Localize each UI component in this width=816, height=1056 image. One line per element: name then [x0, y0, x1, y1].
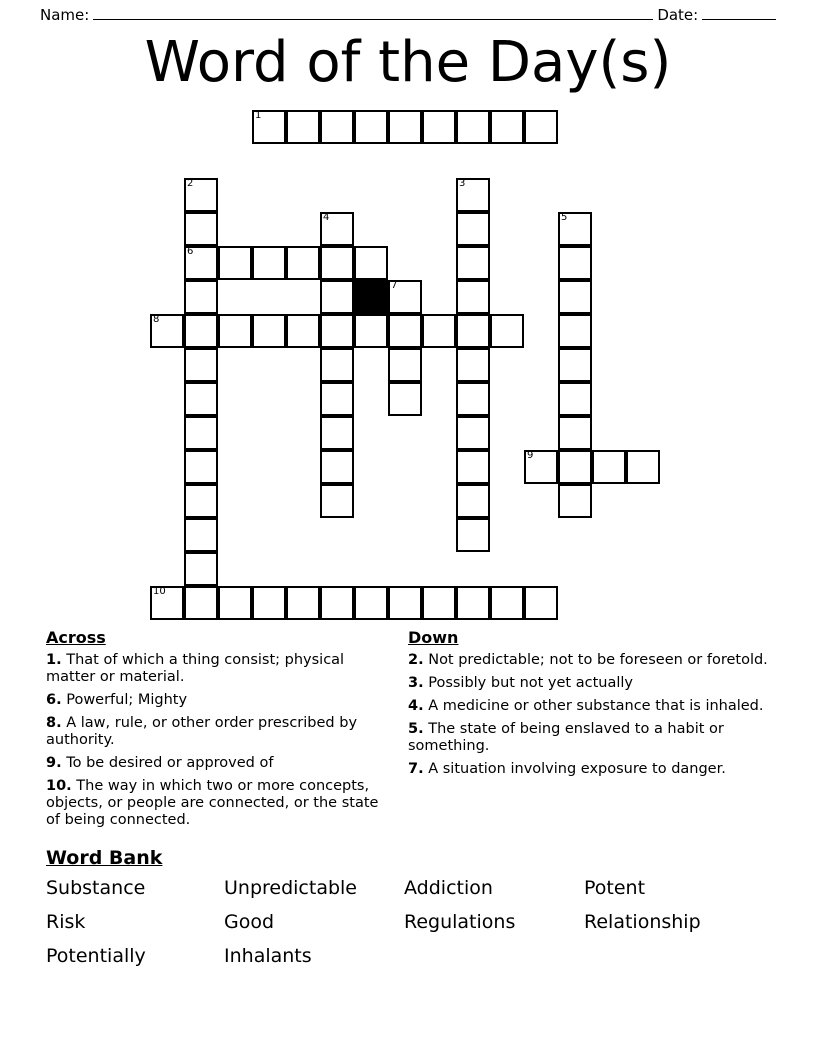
grid-cell[interactable]	[490, 586, 524, 620]
grid-cell[interactable]	[388, 382, 422, 416]
down-clue-2	[408, 652, 770, 669]
cell-number: 10	[153, 586, 166, 597]
grid-cell[interactable]	[184, 518, 218, 552]
word-bank-word: Regulations	[404, 911, 516, 933]
grid-cell[interactable]	[354, 314, 388, 348]
down-clues-column	[408, 628, 770, 835]
grid-cell[interactable]	[558, 280, 592, 314]
cell-number: 9	[527, 450, 534, 461]
grid-cell[interactable]	[184, 348, 218, 382]
word-bank-word: Inhalants	[224, 945, 312, 967]
grid-cell[interactable]	[456, 450, 490, 484]
cell-number: 5	[561, 212, 568, 223]
grid-cell[interactable]	[456, 518, 490, 552]
clues-section	[46, 628, 770, 835]
grid-cell[interactable]	[558, 484, 592, 518]
cell-number: 4	[323, 212, 330, 223]
clue-number: 10.	[46, 778, 72, 794]
grid-cell[interactable]	[354, 110, 388, 144]
grid-cell[interactable]	[422, 586, 456, 620]
grid-cell[interactable]	[456, 246, 490, 280]
grid-cell[interactable]	[184, 552, 218, 586]
grid-cell[interactable]	[524, 450, 558, 484]
clue-number: 6.	[46, 692, 62, 708]
cell-number: 2	[187, 178, 194, 189]
grid-cell[interactable]	[184, 246, 218, 280]
grid-cell[interactable]	[388, 280, 422, 314]
down-clue-4	[408, 698, 770, 715]
cell-number: 1	[255, 110, 262, 121]
grid-cell[interactable]	[354, 246, 388, 280]
down-clue-3	[408, 675, 770, 692]
clue-number: 3.	[408, 675, 424, 691]
word-bank-word: Substance	[46, 877, 146, 899]
grid-cell[interactable]	[184, 484, 218, 518]
clue-text: Not predictable; not to be foreseen or foretold.	[423, 652, 768, 668]
grid-cell[interactable]	[524, 110, 558, 144]
grid-cell[interactable]	[184, 416, 218, 450]
grid-cell[interactable]	[150, 586, 184, 620]
clue-number: 8.	[46, 715, 62, 731]
across-clue-8	[46, 715, 388, 749]
grid-cell[interactable]	[218, 246, 252, 280]
clue-text: To be desired or approved of	[61, 755, 274, 771]
word-bank-word: Good	[224, 911, 275, 933]
word-bank-word: Unpredictable	[224, 877, 357, 899]
clue-text: A medicine or other substance that is inhaled.	[423, 698, 764, 714]
grid-cell[interactable]	[388, 586, 422, 620]
grid-cell[interactable]	[184, 314, 218, 348]
cell-number: 3	[459, 178, 466, 189]
down-clue-5	[408, 721, 770, 755]
grid-cell[interactable]	[184, 382, 218, 416]
page-title: Word of the Day(s)	[144, 30, 672, 95]
grid-cell[interactable]	[558, 450, 592, 484]
across-clue-list	[46, 652, 388, 829]
grid-cell[interactable]	[422, 314, 456, 348]
grid-cell[interactable]	[558, 348, 592, 382]
across-clue-6	[46, 692, 388, 709]
grid-cell[interactable]	[184, 178, 218, 212]
grid-cell[interactable]	[456, 280, 490, 314]
word-bank-list	[46, 874, 770, 971]
clue-text: That of which a thing consist; physical matter or material.	[46, 652, 345, 685]
name-label: Name:	[40, 6, 90, 24]
grid-cell[interactable]	[456, 314, 490, 348]
word-bank-word: Addiction	[404, 877, 493, 899]
clue-text: Possibly but not yet actually	[423, 675, 633, 691]
grid-cell[interactable]	[218, 314, 252, 348]
cell-number: 8	[153, 314, 160, 325]
grid-cell[interactable]	[184, 450, 218, 484]
grid-cell[interactable]	[490, 314, 524, 348]
grid-cell[interactable]	[286, 110, 320, 144]
grid-cell[interactable]	[184, 212, 218, 246]
word-bank-heading: Word Bank	[46, 847, 163, 869]
grid-cell[interactable]	[456, 484, 490, 518]
clue-text: The state of being enslaved to a habit or something.	[408, 721, 724, 754]
word-bank-word: Risk	[46, 911, 86, 933]
grid-cell[interactable]	[422, 110, 456, 144]
grid-block-cell	[354, 280, 388, 314]
grid-cell[interactable]	[184, 280, 218, 314]
across-clue-1	[46, 652, 388, 686]
grid-cell[interactable]	[558, 314, 592, 348]
grid-cell[interactable]	[456, 416, 490, 450]
grid-cell[interactable]	[354, 586, 388, 620]
down-heading: Down	[408, 628, 459, 647]
grid-cell[interactable]	[558, 246, 592, 280]
grid-cell[interactable]	[320, 212, 354, 246]
grid-cell[interactable]	[626, 450, 660, 484]
grid-cell[interactable]	[320, 484, 354, 518]
grid-cell[interactable]	[456, 382, 490, 416]
grid-cell[interactable]	[456, 178, 490, 212]
clue-number: 1.	[46, 652, 62, 668]
clue-number: 2.	[408, 652, 424, 668]
grid-cell[interactable]	[320, 246, 354, 280]
clue-number: 5.	[408, 721, 424, 737]
grid-cell[interactable]	[388, 314, 422, 348]
grid-cell[interactable]	[218, 586, 252, 620]
grid-cell[interactable]	[252, 314, 286, 348]
grid-cell[interactable]	[184, 586, 218, 620]
clue-text: A situation involving exposure to danger.	[423, 761, 726, 777]
across-heading: Across	[46, 628, 106, 647]
grid-cell[interactable]	[320, 348, 354, 382]
grid-cell[interactable]	[286, 314, 320, 348]
grid-cell[interactable]	[252, 586, 286, 620]
grid-cell[interactable]	[286, 246, 320, 280]
grid-cell[interactable]	[320, 586, 354, 620]
clue-text: Powerful; Mighty	[61, 692, 188, 708]
grid-cell[interactable]	[320, 416, 354, 450]
down-clue-7	[408, 761, 770, 778]
grid-cell[interactable]	[558, 212, 592, 246]
grid-cell[interactable]	[592, 450, 626, 484]
cell-number: 6	[187, 246, 194, 257]
clue-number: 9.	[46, 755, 62, 771]
grid-cell[interactable]	[456, 348, 490, 382]
grid-cell[interactable]	[524, 586, 558, 620]
grid-cell[interactable]	[150, 314, 184, 348]
clue-text: A law, rule, or other order prescribed by authority.	[46, 715, 358, 748]
grid-cell[interactable]	[388, 110, 422, 144]
grid-cell[interactable]	[456, 110, 490, 144]
grid-cell[interactable]	[558, 382, 592, 416]
word-bank-section	[46, 846, 770, 971]
grid-cell[interactable]	[252, 110, 286, 144]
cell-number: 7	[391, 280, 398, 291]
word-bank-word: Relationship	[584, 911, 701, 933]
down-clue-list	[408, 652, 770, 778]
word-bank-word: Potent	[584, 877, 646, 899]
grid-cell[interactable]	[320, 110, 354, 144]
grid-cell[interactable]	[388, 348, 422, 382]
grid-cell[interactable]	[320, 314, 354, 348]
grid-cell[interactable]	[252, 246, 286, 280]
grid-cell[interactable]	[456, 586, 490, 620]
date-label: Date:	[657, 6, 699, 24]
clue-number: 4.	[408, 698, 424, 714]
grid-cell[interactable]	[320, 382, 354, 416]
across-clues-column	[46, 628, 408, 835]
grid-cell[interactable]	[286, 586, 320, 620]
grid-cell[interactable]	[320, 450, 354, 484]
word-bank-word: Potentially	[46, 945, 146, 967]
grid-cell[interactable]	[456, 212, 490, 246]
grid-cell[interactable]	[490, 110, 524, 144]
grid-cell[interactable]	[320, 280, 354, 314]
clue-text: The way in which two or more concepts, objects, or people are connected, or the state of being connected.	[46, 778, 379, 828]
across-clue-10	[46, 778, 388, 829]
grid-cell[interactable]	[558, 416, 592, 450]
clue-number: 7.	[408, 761, 424, 777]
across-clue-9	[46, 755, 388, 772]
